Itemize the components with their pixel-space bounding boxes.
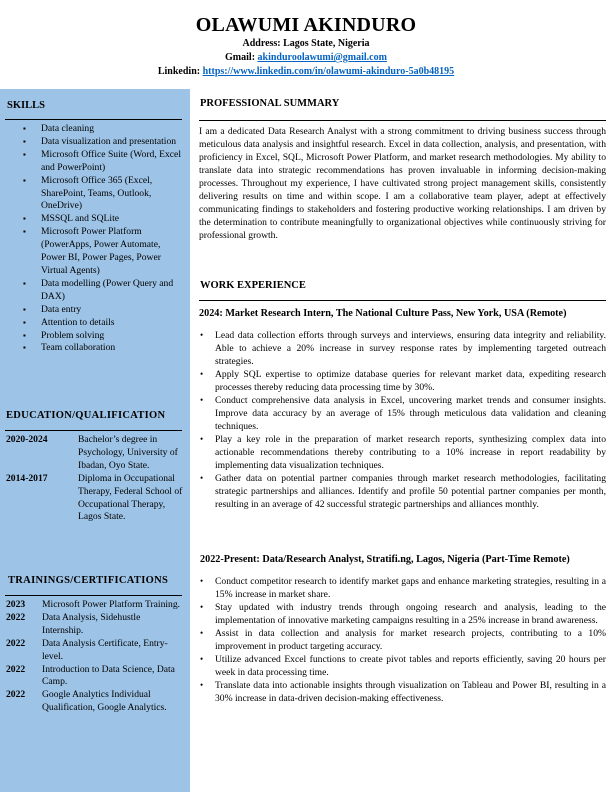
skills-list <box>20 123 182 355</box>
address-line <box>0 37 612 51</box>
summary-heading: PROFESSIONAL SUMMARY <box>200 98 340 109</box>
training-year: 2023 <box>6 599 26 610</box>
education-list <box>6 434 184 524</box>
job-bullet: • Lead data collection efforts through surveys and interviews, ensuring data integrity and reliability. Able to achieve a 20% increase in survey response rates by implementing targeted outreach strategies. <box>200 329 606 368</box>
training-year: 2022 <box>6 689 26 701</box>
skill-item: ▪ Team collaboration <box>20 342 182 355</box>
job-bullet: • Play a key role in the preparation of market research reports, synthesizing complex data into actionable recommendations thereby contributing to a 10% increase in report readability by implementing data visualization techniques. <box>200 433 606 472</box>
training-description: Google Analytics Individual Qualification, Google Analytics. <box>42 689 167 714</box>
training-description: Microsoft Power Platform Training. <box>42 599 181 610</box>
gmail-label: Gmail: <box>225 52 256 63</box>
job-bullet: • Conduct comprehensive data analysis in Excel, uncovering market trends and consumer insights. Improve data accuracy by an average of 15% through meticulous data validation and cleaning techniques. <box>200 394 606 433</box>
summary-divider <box>199 120 606 121</box>
job-bullets <box>200 575 606 705</box>
job-bullet: • Apply SQL expertise to optimize database queries for relevant market data, expediting research processes thereby reducing data processing time by 30%. <box>200 368 606 394</box>
skill-item: ▪ MSSQL and SQLite <box>20 213 182 226</box>
education-entry <box>6 473 184 525</box>
address-label: Address: <box>242 38 281 49</box>
job-bullet: • Gather data on potential partner companies through market research methodologies, facilitating strategic partnerships and alliances. Identify and profile 50 potential partner companies per month, resulting in an average of 42 successful strategic partnerships and alliances monthly. <box>200 472 606 511</box>
skill-item: ▪ Microsoft Office Suite (Word, Excel and PowerPoint) <box>20 149 182 175</box>
skill-item: ▪ Problem solving <box>20 330 182 343</box>
trainings-list <box>6 599 184 715</box>
education-description: Diploma in Occupational Therapy, Federal School of Occupational Therapy, Lagos State. <box>78 472 183 523</box>
candidate-name: OLAWUMI AKINDURO <box>195 14 417 36</box>
skill-item: ▪ Data entry <box>20 304 182 317</box>
education-divider <box>5 430 182 431</box>
address-value: Lagos State, Nigeria <box>283 38 370 49</box>
experience-heading: WORK EXPERIENCE <box>200 280 306 291</box>
education-entry <box>6 434 184 473</box>
skill-item: ▪ Microsoft Office 365 (Excel, SharePoint, Teams, Outlook, OneDrive) <box>20 175 182 214</box>
linkedin-label: Linkedin: <box>157 66 201 77</box>
education-description: Bachelor’s degree in Psychology, University of Ibadan, Oyo State. <box>78 434 178 471</box>
skill-item: ▪ Microsoft Power Platform (PowerApps, Power Automate, Power BI, Power Pages, Power Virtual Agents) <box>20 226 182 278</box>
skills-heading: SKILLS <box>7 100 45 111</box>
training-year: 2022 <box>6 663 26 675</box>
trainings-divider <box>5 595 182 596</box>
job-bullet: • Translate data into actionable insights through visualization on Tableau and Power BI, resulting in a 30% increase in data-driven decision-making effectiveness. <box>200 679 606 705</box>
summary-text: I am a dedicated Data Research Analyst with a strong commitment to driving business success through meticulous data analysis and insightful research. Excel in data collection, analysis, and presentation, with proficiency in Excel, SQL, Microsoft Power Platform, and market research methodologies. My ability to translate data into strategic recommendations has proven invaluable in informing decision-making processes. Throughout my experience, I have cultivated strong project management skills, consistently delivering results on time and within scope. I am a collaborative team player, adept at effectively communicating findings to stakeholders and fostering productive working relationships. I am driven by the determination to contribute meaningfully to organizational objectives while continuously striving for professional growth. <box>199 126 606 241</box>
linkedin-line <box>0 65 612 79</box>
job-bullet: • Assist in data collection and analysis for market research projects, contributing to a 10% improvement in product targeting accuracy. <box>200 627 606 653</box>
education-heading: EDUCATION/QUALIFICATION <box>6 410 166 421</box>
training-entry <box>6 599 184 612</box>
training-entry <box>6 689 184 715</box>
training-entry <box>6 612 184 638</box>
resume-header <box>0 13 612 79</box>
education-years: 2020-2024 <box>6 434 48 445</box>
training-entry <box>6 664 184 690</box>
gmail-line <box>0 51 612 65</box>
job-bullet: • Conduct competitor research to identify market gaps and enhance marketing strategies, resulting in a 15% increase in market share. <box>200 575 606 601</box>
training-description: Data Analysis, Sidehustle Internship. <box>42 611 141 636</box>
job-title: 2024: Market Research Intern, The National Culture Pass, New York, USA (Remote) <box>199 308 567 319</box>
trainings-heading: TRAININGS/CERTIFICATIONS <box>8 575 169 586</box>
skills-divider <box>5 119 182 120</box>
sidebar <box>0 89 190 792</box>
training-year: 2022 <box>6 637 26 649</box>
education-years: 2014-2017 <box>6 472 48 484</box>
training-description: Data Analysis Certificate, Entry-level. <box>42 637 168 662</box>
experience-divider <box>199 300 606 301</box>
job-bullet: • Stay updated with industry trends through ongoing research and analysis, leading to the implementation of innovative marketing campaigns resulting in a 25% increase in brand awareness. <box>200 601 606 627</box>
job-bullet: • Utilize advanced Excel functions to create pivot tables and reports efficiently, saving 20 hours per week in data processing time. <box>200 653 606 679</box>
linkedin-link[interactable]: https://www.linkedin.com/in/olawumi-akinduro-5a0b48195 <box>202 66 455 77</box>
training-description: Introduction to Data Science, Data Camp. <box>42 663 175 688</box>
training-year: 2022 <box>6 611 26 623</box>
skill-item: ▪ Attention to details <box>20 317 182 330</box>
skill-item: ▪ Data modelling (Power Query and DAX) <box>20 278 182 304</box>
skill-item: ▪ Data visualization and presentation <box>20 136 182 149</box>
gmail-link[interactable]: akinduroolawumi@gmail.com <box>257 52 387 63</box>
job-title: 2022-Present: Data/Research Analyst, Stratifi.ng, Lagos, Nigeria (Part-Time Remote) <box>200 554 570 565</box>
job-bullets <box>200 329 606 511</box>
skill-item: ▪ Data cleaning <box>20 123 182 136</box>
training-entry <box>6 638 184 664</box>
